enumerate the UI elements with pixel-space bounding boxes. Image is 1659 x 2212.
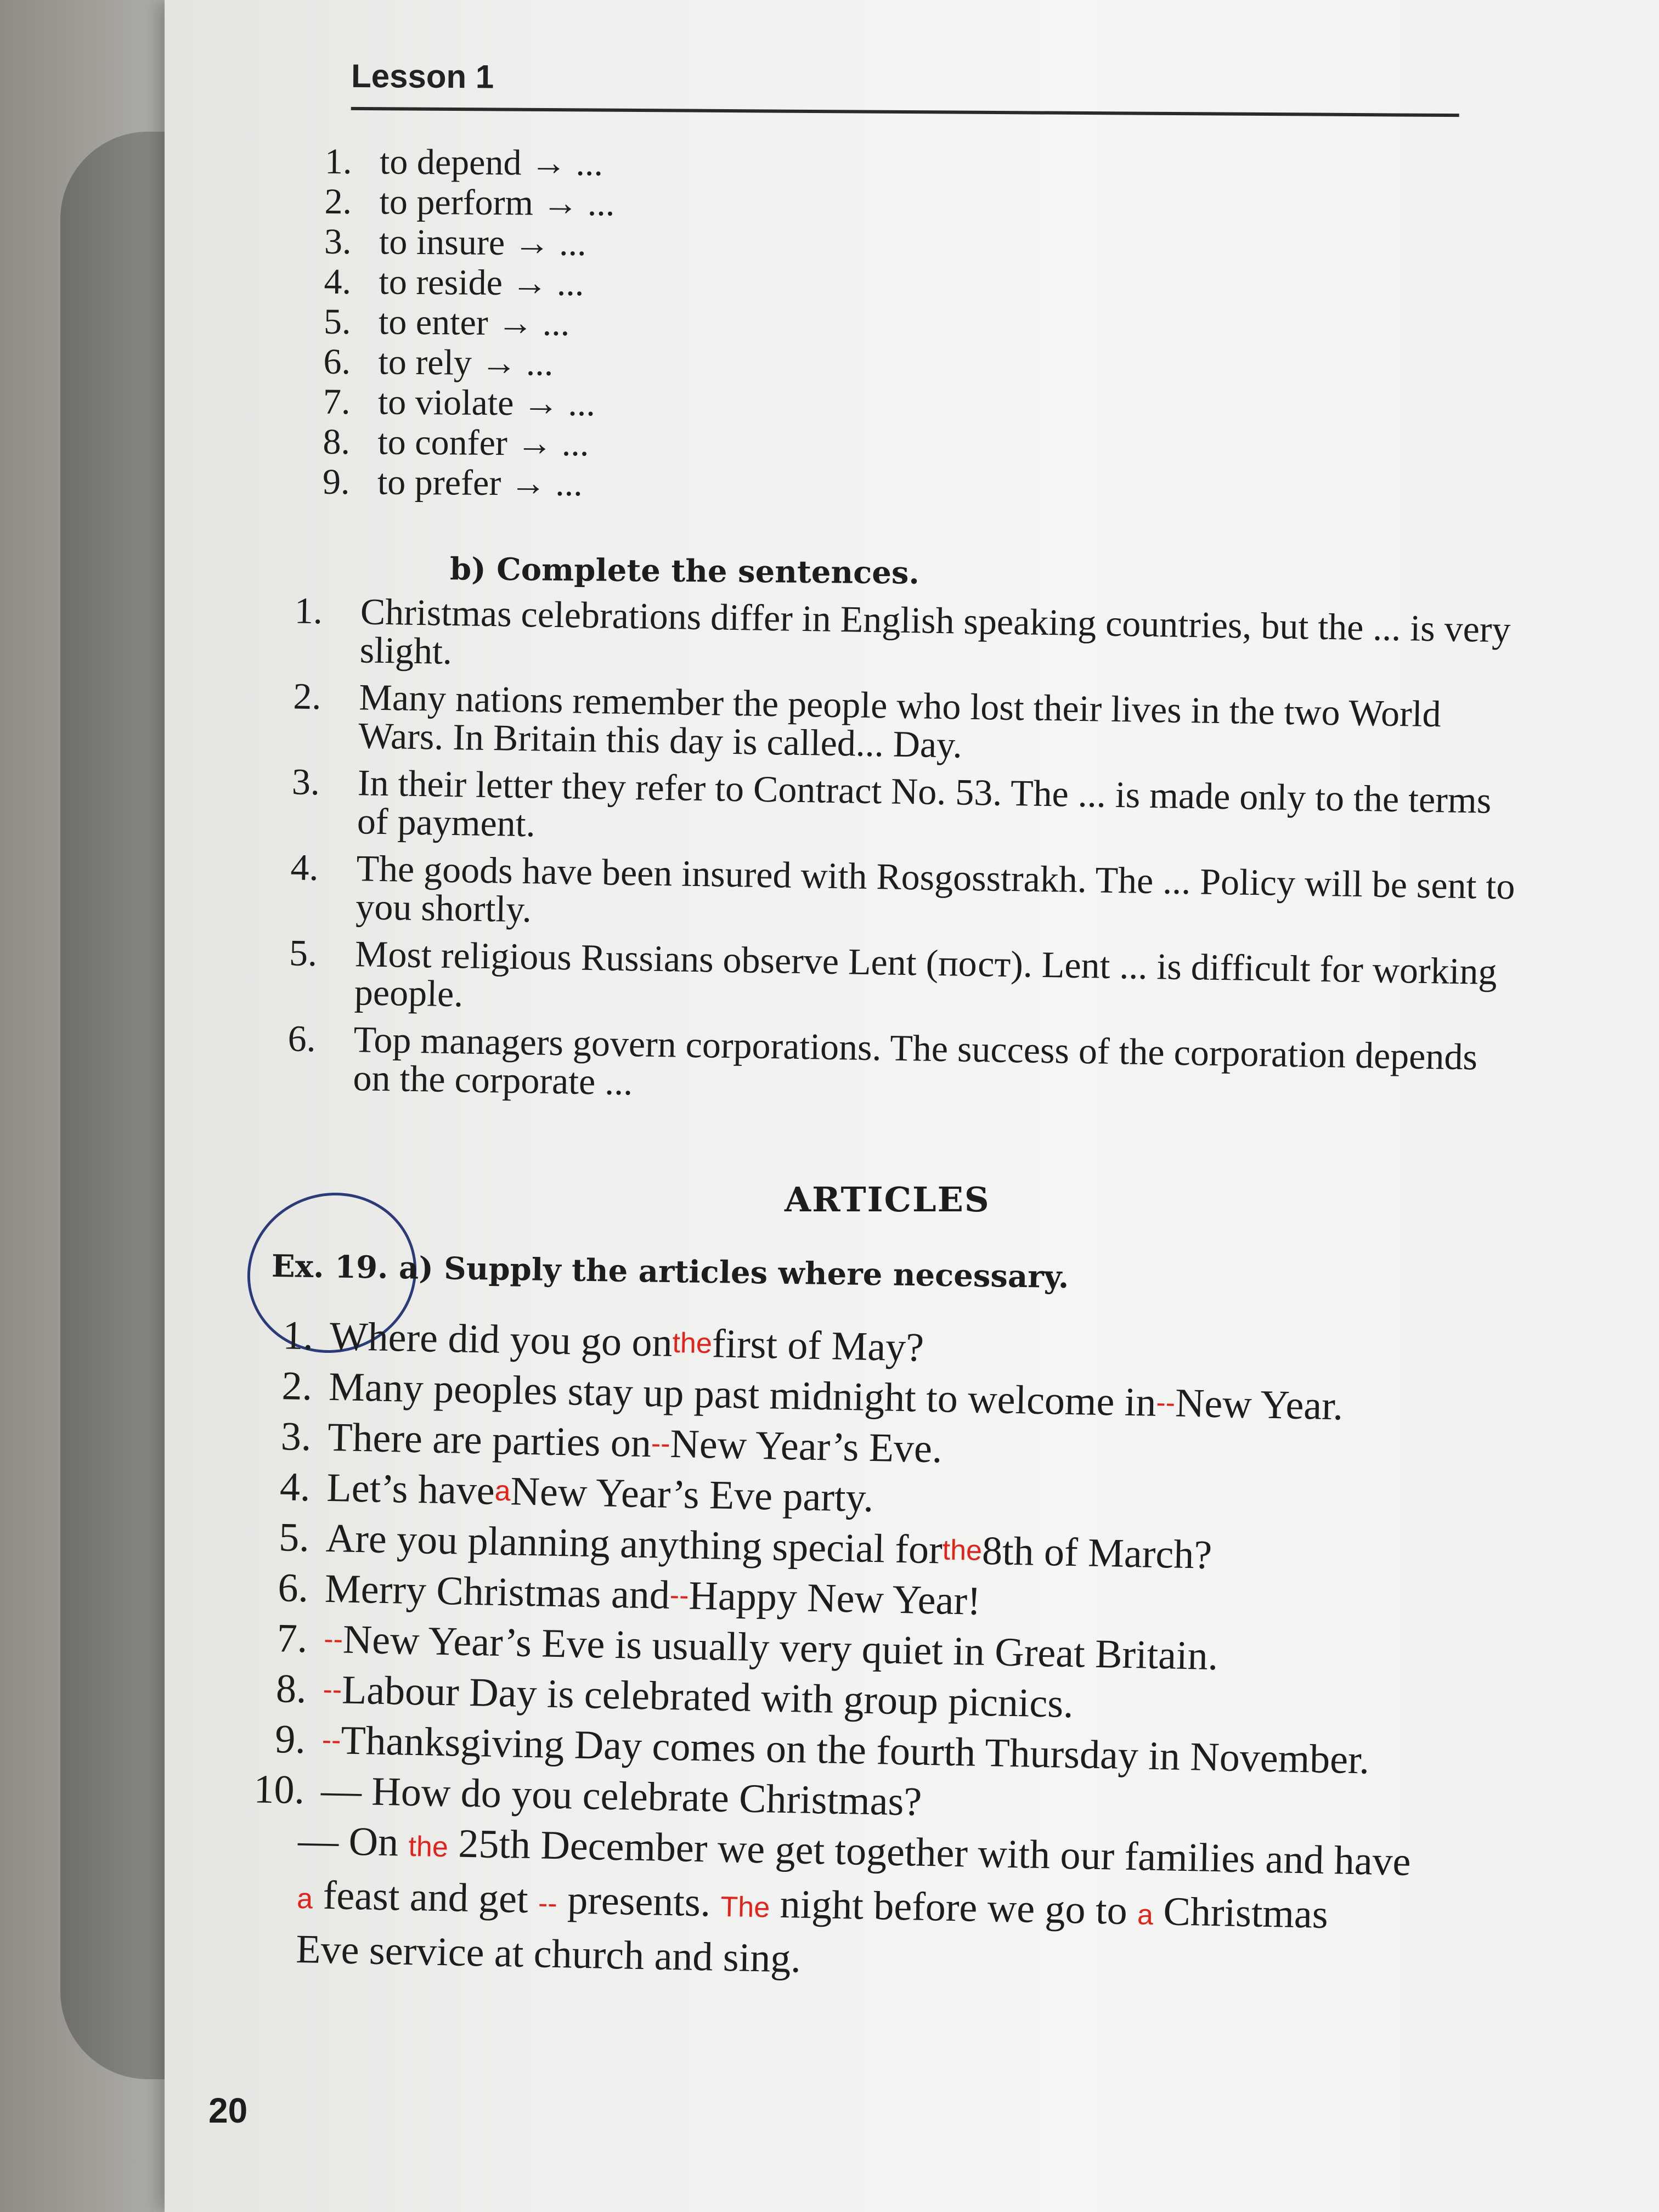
list-item: 3. In their letter they refer to Contract No. 53. The ... is made only to the terms of payment. — [291, 760, 1492, 845]
handwritten-answer: the — [942, 1534, 983, 1567]
list-item: 5. to enter → ... — [323, 301, 570, 343]
handwritten-answer: -- — [321, 1724, 341, 1757]
list-item-continuation: — On the 25th December we get together with our families and have — [297, 1818, 1412, 1884]
section-heading-b: b) Complete the sentences. — [449, 551, 920, 591]
word-formation-list — [323, 142, 984, 506]
handwritten-answer: the — [408, 1830, 449, 1864]
list-item: 9. -- Thanksgiving Day comes on the fourth Thursday in November. — [223, 1713, 1573, 1789]
list-item: 1. to depend → ... — [324, 141, 603, 184]
list-item: 9. to prefer → ... — [322, 461, 583, 504]
handwritten-answer: -- — [323, 1673, 342, 1706]
list-item: 8. -- Labour Day is celebrated with group picnics. — [224, 1662, 1574, 1739]
handwritten-answer: -- — [323, 1623, 343, 1656]
list-item: 7. to violate → ... — [323, 381, 596, 424]
handwritten-answer: The — [720, 1891, 770, 1924]
list-item-continuation: a feast and get -- presents. The night before we go to a Christmas — [296, 1872, 1329, 1938]
list-item: 3. There are parties on -- New Year’s Eve. — [280, 1414, 943, 1472]
list-item: 2. Many peoples stay up past midnight to welcome in -- New Year. — [281, 1363, 1344, 1429]
list-item: 6. Merry Christmas and -- Happy New Year! — [277, 1565, 981, 1624]
list-item: 4. Let’s have a New Year’s Eve party. — [279, 1464, 874, 1521]
handwritten-answer: -- — [538, 1887, 558, 1920]
handwritten-answer: -- — [1155, 1386, 1176, 1419]
section-title-articles: ARTICLES — [785, 1180, 990, 1220]
handwritten-answer: -- — [669, 1579, 690, 1612]
list-item: 8. to confer → ... — [323, 421, 589, 464]
handwritten-answer: a — [296, 1882, 313, 1915]
handwritten-answer: a — [1137, 1899, 1154, 1931]
list-item: 5. Are you planning anything special for the 8th of March? — [278, 1515, 1212, 1578]
list-item-continuation: Eve service at church and sing. — [295, 1926, 802, 1982]
list-item: 4. to reside → ... — [324, 261, 584, 304]
handwritten-answer: -- — [651, 1427, 671, 1460]
list-item: 7. -- New Year’s Eve is usually very quiet in Great Britain. — [224, 1612, 1575, 1688]
page-number: 20 — [208, 2091, 248, 2130]
list-item: 10. — How do you celebrate Christmas? — [253, 1767, 922, 1825]
page-content — [165, 0, 1659, 2212]
lesson-header: Lesson 1 — [351, 57, 1460, 117]
complete-sentences-list — [287, 591, 1523, 1124]
list-item: 1. Christmas celebrations differ in English speaking countries, but the ... is very slight. — [294, 589, 1511, 672]
list-item: 5. Most religious Russians observe Lent (пост). Lent ... is difficult for working people. — [289, 932, 1498, 1015]
list-item: 2. to perform → ... — [324, 181, 615, 224]
exercise-instruction: a) Supply the articles where necessary. — [398, 1250, 1069, 1296]
exercise-label: Ex. 19. — [271, 1248, 389, 1286]
list-item: 3. to insure → ... — [324, 221, 586, 264]
list-item: 6. Top managers govern corporations. The success of the corporation depends on the corporate ... — [287, 1017, 1478, 1103]
list-item: 4. The goods have been insured with Rosgosstrakh. The ... Policy will be sent to you shortly. — [290, 846, 1516, 930]
articles-exercise-list — [219, 1309, 1581, 1999]
list-item: 6. to rely → ... — [323, 341, 554, 383]
list-item: 1. Where did you go on the first of May? — [282, 1313, 924, 1370]
handwritten-answer: the — [672, 1327, 713, 1360]
handwritten-answer: a — [494, 1475, 511, 1508]
list-item: 2. Many nations remember the people who lost their lives in the two World Wars. In Britain this day is called... Day. — [292, 675, 1442, 766]
